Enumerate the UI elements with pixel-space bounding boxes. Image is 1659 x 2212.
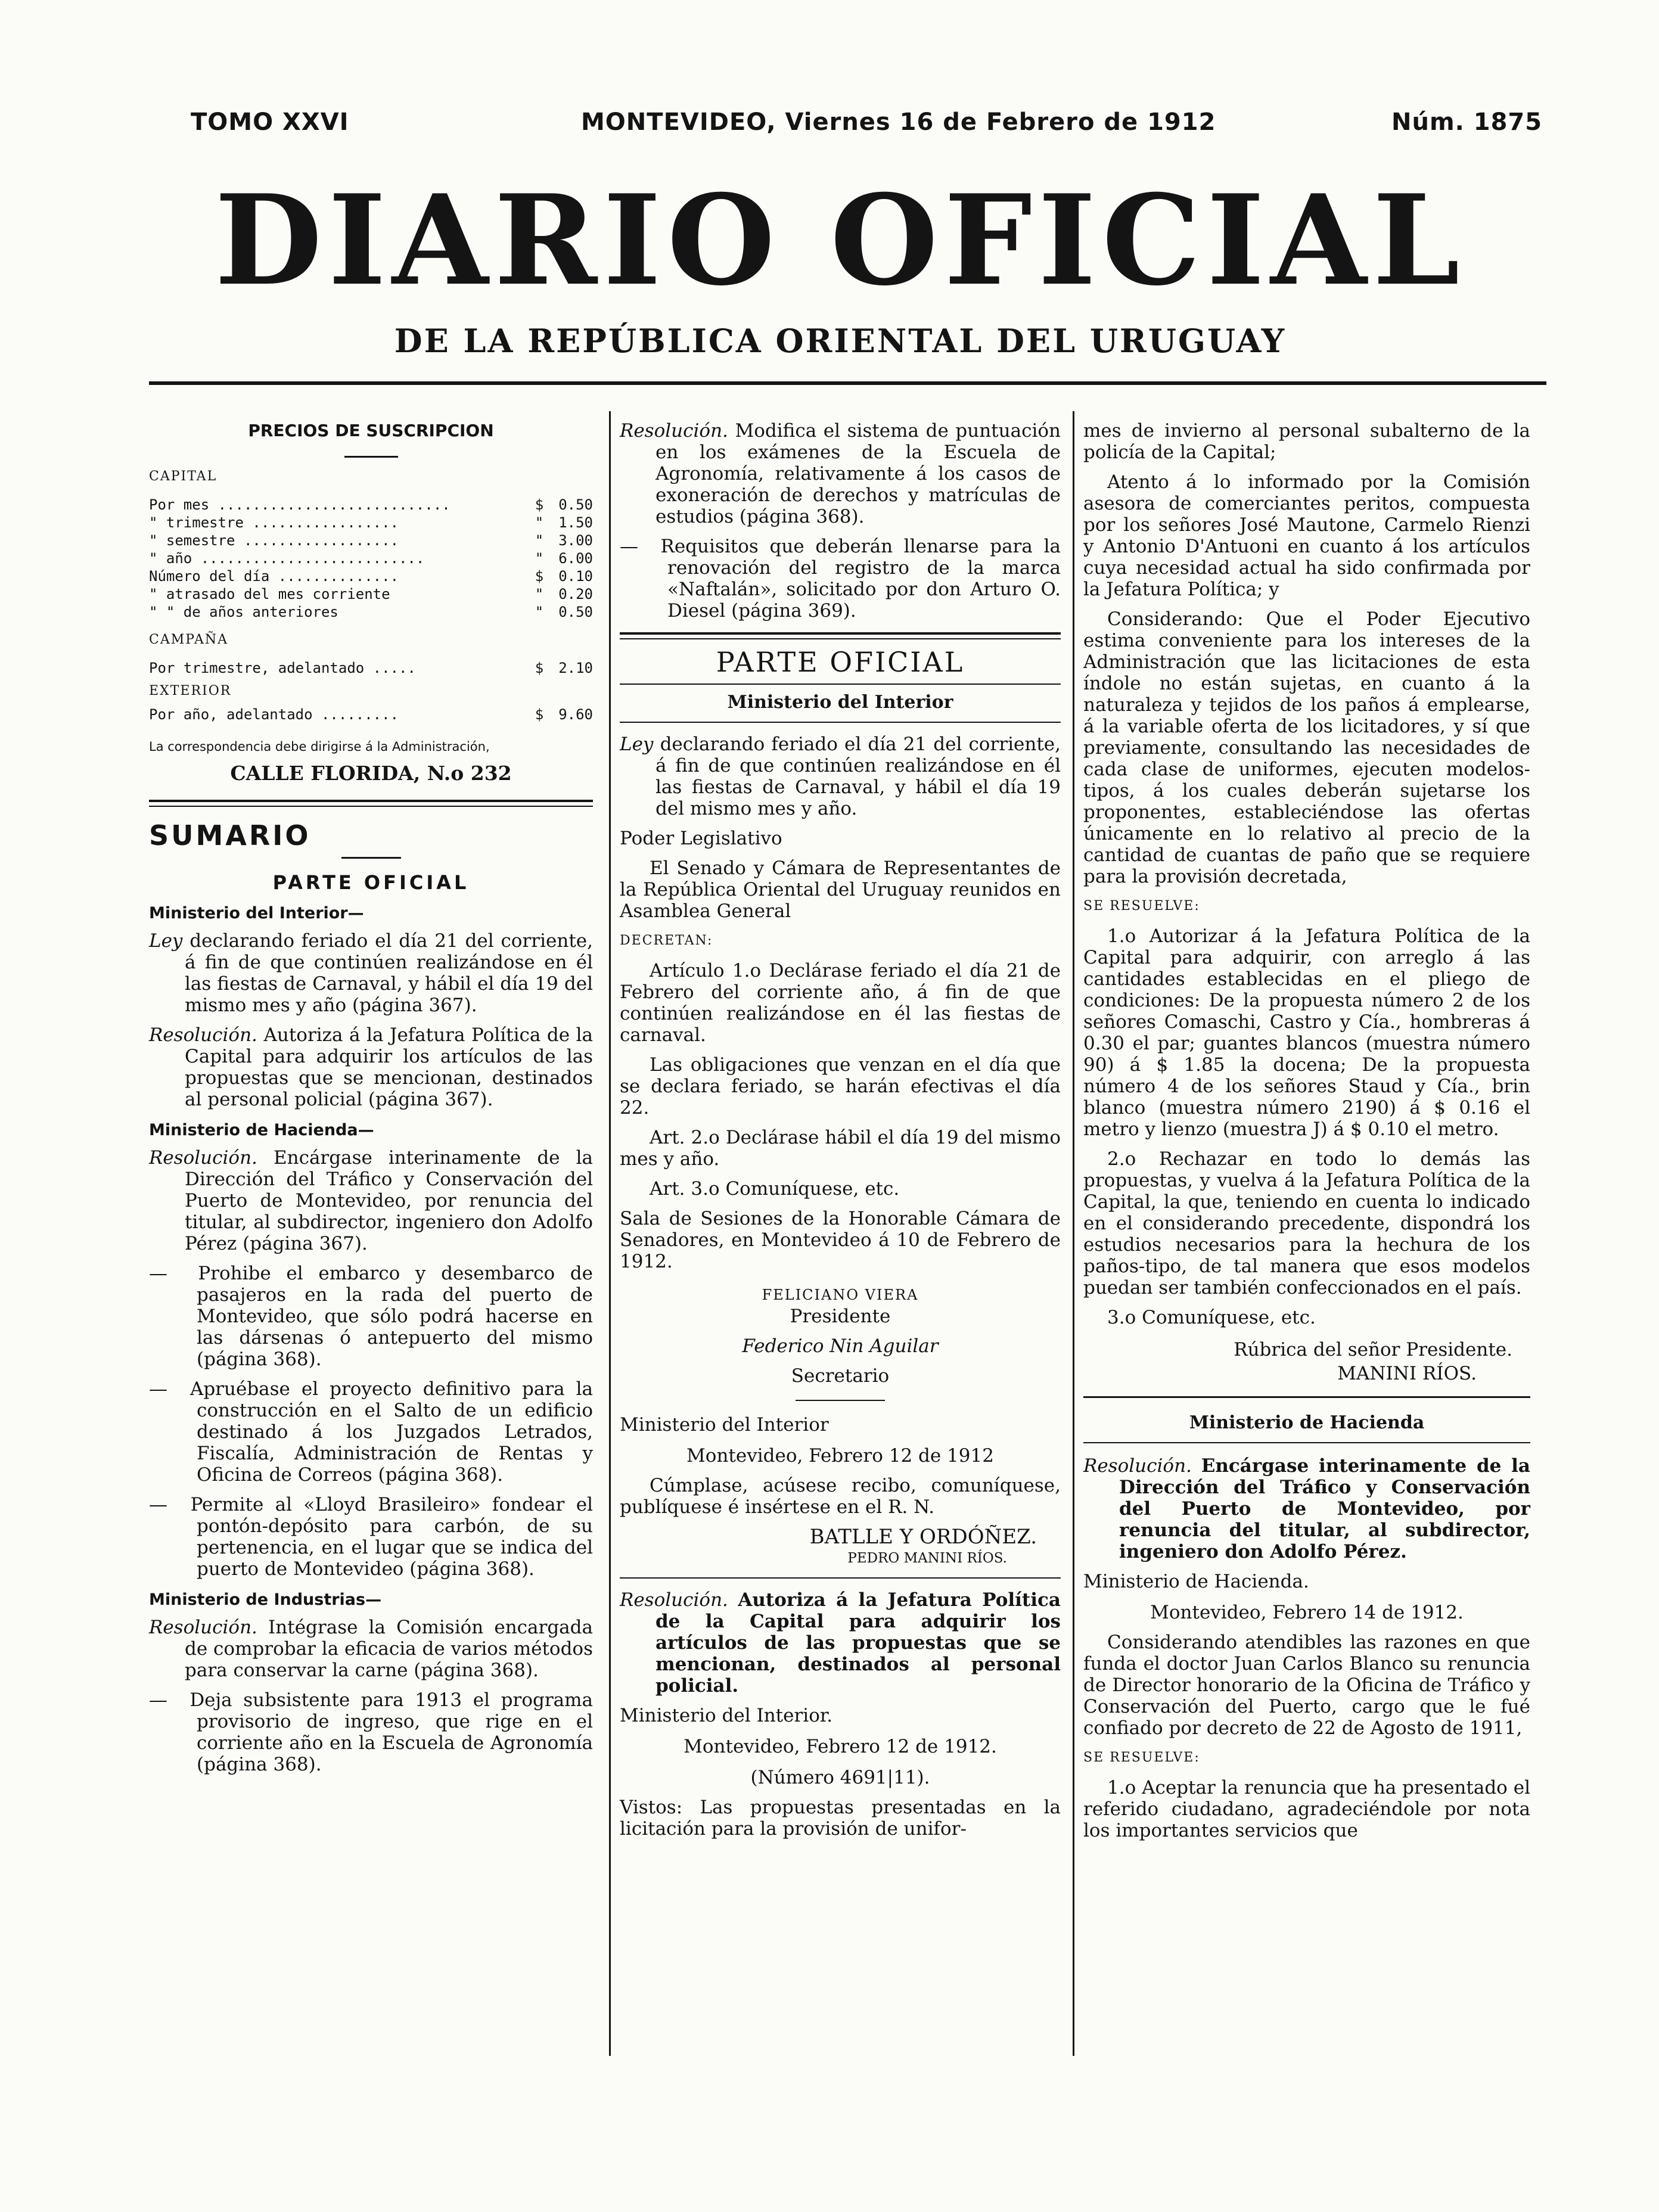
cumplase: Cúmplase, acúsese recibo, comuníquese, publíquese é insértese en el R. N. xyxy=(620,1475,1061,1518)
entry-text: Permite al «Lloyd Brasileiro» fondear el pontón-depósito para carbón, de su pertenencia, en el lugar que se indica del puerto de Montevideo (página 368). xyxy=(190,1494,594,1580)
col3-atento: Atento á lo informado por la Comisión asesora de comerciantes peritos, compuesta por los señores José Mautone, Carmelo Rienzi y Antonio D'Antuoni en cuanto á los artículos cuya necesidad actual ha sido confirmada por la Jefatura Política; y xyxy=(1083,471,1530,600)
poder-legislativo: Poder Legislativo xyxy=(620,828,782,849)
sumario-industrias-items xyxy=(149,1689,593,1775)
price-currency: $ xyxy=(535,568,544,585)
masthead-title: DIARIO OFICIAL xyxy=(215,168,1466,313)
price-amount: 1.50 xyxy=(558,514,593,531)
capital-heading: CAPITAL xyxy=(149,469,218,484)
ministerio-hacienda: Ministerio de Hacienda. xyxy=(1083,1571,1309,1592)
sumario-industrias-heading: Ministerio de Industrias— xyxy=(149,1590,382,1609)
obligaciones: Las obligaciones que venzan en el día que se declara feriado, se harán efectivas el día 22. xyxy=(620,1054,1061,1119)
price-label: Número del día .............. xyxy=(149,568,399,585)
entry-text: Encárgase interinamente de la Dirección del Tráfico y Conservación del Puerto de Montevideo, por renuncia del titular, al subdirector, ingeniero don Adolfo Pérez. xyxy=(1119,1455,1530,1562)
article-3: Art. 3.o Comuníquese, etc. xyxy=(650,1178,900,1200)
sumario-interior-resolucion xyxy=(149,1024,593,1110)
entry-text: Prohibe el embarco y desembarco de pasajeros en la rada del puerto de Montevideo, que sólo podrá hacerse en las dársenas ó antepuerto del mismo (página 368). xyxy=(197,1263,593,1370)
signature-pedro: PEDRO MANINI RÍOS. xyxy=(847,1551,1007,1566)
entry-text: declarando feriado el día 21 del corriente, á fin de que continúen realizándose en él las fiestas de Carnaval, y hábil el día 19 del mismo mes y año (página 367). xyxy=(185,930,593,1016)
price-amount: 2.10 xyxy=(558,660,593,676)
issue-number: Núm. 1875 xyxy=(1391,108,1543,136)
article-2: Art. 2.o Declárase hábil el día 19 del mismo mes y año. xyxy=(620,1127,1061,1170)
correspondence-note: La correspondencia debe dirigirse á la Administración, xyxy=(149,740,490,754)
entry-text: Apruébase el proyecto definitivo para la construcción en el Salto de un edificio destinado á los Juzgados Letrados, Fiscalía, Administración de Rentas y Oficina de Correos (página 368). xyxy=(189,1378,593,1486)
entry-lead: Resolución. xyxy=(1083,1455,1192,1477)
col3-paragraph-1: mes de invierno al personal subalterno de la policía de la Capital; xyxy=(1083,420,1530,463)
signature-batlle: BATLLE Y ORDÓÑEZ. xyxy=(809,1525,1037,1549)
divider xyxy=(620,632,1061,635)
numero-resolucion: (Número 4691|11). xyxy=(750,1767,930,1788)
column-2 xyxy=(620,420,1061,1848)
entry-text: Intégrase la Comisión encargada de comprobar la eficacia de varios métodos para conservar la carne (página 368). xyxy=(185,1617,593,1681)
address: CALLE FLORIDA, N.o 232 xyxy=(230,762,512,785)
item-naftalan xyxy=(620,536,1061,622)
entry-text: Requisitos que deberán llenarse para la renovación del registro de la marca «Naftalán», solicitado por don Arturo O. Diesel (página 369). xyxy=(660,536,1061,622)
hacienda-resolution xyxy=(1083,1455,1530,1562)
entry-text: Autoriza á la Jefatura Política de la Capital para adquirir los artículos de las propuestas que se mencionan, destinados al personal policial. xyxy=(655,1589,1061,1697)
price-label: Por año, adelantado ......... xyxy=(149,706,399,723)
entry-lead: Resolución. xyxy=(620,420,728,442)
masthead-rule xyxy=(149,381,1546,385)
aceptar-renuncia: 1.o Aceptar la renuncia que ha presentado el referido ciudadano, agradeciéndole por nota los importantes servicios que xyxy=(1083,1777,1530,1841)
divider xyxy=(620,1577,1061,1579)
dash-mark: — xyxy=(149,1378,190,1400)
column-3 xyxy=(1083,420,1530,1850)
hacienda-heading: Ministerio de Hacienda xyxy=(1189,1412,1425,1433)
senado-text: El Senado y Cámara de Representantes de la República Oriental del Uruguay reunidos en Asamblea General xyxy=(620,858,1061,922)
sala-sesiones: Sala de Sesiones de la Honorable Cámara de Senadores, en Montevideo á 10 de Febrero de 1912. xyxy=(620,1208,1061,1272)
article-1: Artículo 1.o Declárase feriado el día 21 de Febrero del corriente año, á fin de que continúen realizándose en él las fiestas de carnaval. xyxy=(620,960,1061,1046)
divider xyxy=(796,1400,885,1401)
price-row xyxy=(149,514,593,532)
sumario-hacienda-resolucion xyxy=(149,1147,593,1254)
signature-2-title: Secretario xyxy=(791,1365,890,1387)
se-resuelve-1: SE RESUELVE: xyxy=(1083,899,1200,914)
price-currency: " xyxy=(535,586,544,602)
divider xyxy=(149,806,593,807)
entry-lead: Resolución. xyxy=(149,1617,257,1638)
price-row xyxy=(149,659,593,677)
price-amount: 0.50 xyxy=(558,604,593,620)
sumario-interior-heading: Ministerio del Interior— xyxy=(149,904,364,922)
price-currency: " xyxy=(535,514,544,531)
price-amount: 3.00 xyxy=(558,532,593,549)
price-label: " semestre .................. xyxy=(149,532,399,549)
campana-heading: CAMPAÑA xyxy=(149,632,229,647)
fecha-2: Montevideo, Febrero 12 de 1912. xyxy=(684,1736,997,1757)
entry-lead: Resolución. xyxy=(149,1024,257,1046)
entry-lead: Resolución. xyxy=(620,1589,728,1611)
sumario-item xyxy=(149,1378,593,1486)
entry-lead: Ley xyxy=(620,734,654,755)
divider xyxy=(149,800,593,802)
price-row xyxy=(149,532,593,549)
campana-price-list xyxy=(149,659,593,677)
signature-1-title: Presidente xyxy=(790,1306,891,1327)
exterior-price-list xyxy=(149,706,593,723)
ministerio-interior-2: Ministerio del Interior xyxy=(620,1414,829,1436)
price-row xyxy=(149,496,593,514)
signature-2-name: Federico Nin Aguilar xyxy=(742,1335,939,1357)
entry-text: Autoriza á la Jefatura Política de la Capital para adquirir los artículos de las propuestas que se mencionan, destinados al personal policial (página 367). xyxy=(185,1024,594,1110)
col3-considerando: Considerando: Que el Poder Ejecutivo estima conveniente para los intereses de la Administración que las licitaciones de esta índole no están sujetas, en cuanto á la naturaleza y tejidos de los paños á emplearse, á la variable oferta de los licitadores, y sí que previamente, consultando las necesidades de cada clase de uniformes, ejecuten modelos-tipos, á los cuales deberán sujetarse los proponentes, estableciéndose las ofertas únicamente en lo relativo al precio de la cantidad de cuantas de paño que se requiere para la provisión decretada, xyxy=(1083,608,1530,887)
price-currency: $ xyxy=(535,706,544,723)
entry-text: Modifica el sistema de puntuación en los exámenes de la Escuela de Agronomía, relativamente á los casos de exoneración de derechos y matrículas de estudios (página 368). xyxy=(655,420,1061,527)
exterior-heading: EXTERIOR xyxy=(149,684,232,698)
price-currency: $ xyxy=(535,660,544,676)
signature-manini: MANINI RÍOS. xyxy=(1337,1363,1477,1384)
price-row xyxy=(149,603,593,621)
price-row xyxy=(149,585,593,603)
price-row xyxy=(149,706,593,723)
price-amount: 0.20 xyxy=(558,586,593,602)
capital-price-list xyxy=(149,496,593,621)
sumario-section: PARTE OFICIAL xyxy=(272,871,470,894)
resolution-point-1: 1.o Autorizar á la Jefatura Política de la Capital para adquirir, con arreglo á las cantidades establecidas en el pliego de condiciones: De la propuesta número 2 de los señores Comaschi, Castro y Cía., hombreras á 0.30 el par; guantes blancos (muestra número 90) á $ 1.85 la docena; De la propuesta número 4 de los señores Staud y Cía., brin blanco (muestra número 2190) á $ 0.16 el metro y lienzo (muestra J) á $ 0.10 el metro. xyxy=(1083,925,1530,1140)
dash-mark: — xyxy=(620,536,661,557)
price-row xyxy=(149,549,593,567)
entry-text: declarando feriado el día 21 del corriente, á fin de que continúen realizándose en él las fiestas de Carnaval, y hábil el día 19 del mismo mes y año. xyxy=(655,734,1061,819)
sumario-heading: SUMARIO xyxy=(149,819,311,852)
entry-text: Encárgase interinamente de la Dirección del Tráfico y Conservación del Puerto de Montevideo, por renuncia del titular, al subdirector, ingeniero don Adolfo Pérez (página 367). xyxy=(185,1147,593,1254)
dash-mark: — xyxy=(149,1689,190,1711)
sumario-item xyxy=(149,1263,593,1370)
dateline: MONTEVIDEO, Viernes 16 de Febrero de 1912 xyxy=(581,108,1216,136)
price-amount: 0.50 xyxy=(558,496,593,513)
price-currency: $ xyxy=(535,496,544,513)
price-amount: 6.00 xyxy=(558,550,593,567)
sumario-interior-ley xyxy=(149,930,593,1016)
price-currency: " xyxy=(535,604,544,620)
se-resuelve-2: SE RESUELVE: xyxy=(1083,1750,1200,1765)
signature-1-name: FELICIANO VIERA xyxy=(762,1287,919,1303)
vistos: Vistos: Las propuestas presentadas en la licitación para la provisión de unifor- xyxy=(620,1797,1061,1840)
resolution-2 xyxy=(620,1589,1061,1697)
price-currency: " xyxy=(535,550,544,567)
sumario-hacienda-heading: Ministerio de Hacienda— xyxy=(149,1121,374,1139)
resolution-point-2: 2.o Rechazar en todo lo demás las propuestas, y vuelva á la Jefatura Política de la Capital, la que, teniendo en cuenta lo indicado en el considerando precedente, dispondrá los estudios necesarios para la hechura de los paños-tipo, de tal manera que esos modelos puedan ser también confeccionados en el país. xyxy=(1083,1148,1530,1298)
dash-mark: — xyxy=(149,1263,198,1284)
fecha-1: Montevideo, Febrero 12 de 1912 xyxy=(686,1445,994,1467)
ministerio-interior-heading: Ministerio del Interior xyxy=(727,692,953,713)
divider xyxy=(1083,1396,1530,1398)
divider xyxy=(341,857,401,859)
price-label: Por mes ........................... xyxy=(149,496,451,513)
divider xyxy=(344,456,398,458)
sumario-industrias-resolucion xyxy=(149,1617,593,1681)
fecha-hacienda: Montevideo, Febrero 14 de 1912. xyxy=(1150,1602,1464,1623)
parte-oficial-heading: PARTE OFICIAL xyxy=(716,646,965,678)
ministerio-interior-3: Ministerio del Interior. xyxy=(620,1705,833,1726)
price-label: Por trimestre, adelantado ..... xyxy=(149,660,416,676)
divider xyxy=(620,638,1061,639)
price-label: " año .......................... xyxy=(149,550,425,567)
price-label: " atrasado del mes corriente xyxy=(149,586,390,602)
price-amount: 0.10 xyxy=(558,568,593,585)
divider xyxy=(1083,1442,1530,1443)
sumario-item xyxy=(149,1689,593,1775)
volume-number: TOMO XXVI xyxy=(191,108,349,136)
price-amount: 9.60 xyxy=(558,706,593,723)
entry-lead: Resolución. xyxy=(149,1147,257,1169)
ley-title xyxy=(620,734,1061,819)
sumario-hacienda-items xyxy=(149,1263,593,1580)
price-label: " trimestre ................. xyxy=(149,514,399,531)
entry-text: Deja subsistente para 1913 el programa provisorio de ingreso, que rige en el corriente año en la Escuela de Agronomía (página 368). xyxy=(189,1689,594,1775)
price-label: " " de años anteriores xyxy=(149,604,338,620)
dash-mark: — xyxy=(149,1494,191,1515)
prices-heading: PRECIOS DE SUSCRIPCION xyxy=(248,421,494,440)
masthead-subtitle: DE LA REPÚBLICA ORIENTAL DEL URUGUAY xyxy=(394,322,1287,360)
sumario-item xyxy=(149,1494,593,1580)
column-1 xyxy=(149,420,593,1784)
resolution-1 xyxy=(620,420,1061,527)
column-rule-2 xyxy=(1073,411,1074,2056)
resolution-point-3: 3.o Comuníquese, etc. xyxy=(1107,1307,1316,1328)
price-row xyxy=(149,567,593,585)
considerando-blanco: Considerando atendibles las razones en que funda el doctor Juan Carlos Blanco su renuncia de Director honorario de la Oficina de Tráfico y Conservación del Puerto, cargo que le fué confiado por decreto de 22 de Agosto de 1911, xyxy=(1083,1632,1530,1739)
rubrica: Rúbrica del señor Presidente. xyxy=(1234,1339,1512,1360)
divider xyxy=(620,684,1061,685)
decretan: DECRETAN: xyxy=(620,933,713,948)
column-rule-1 xyxy=(609,411,611,2056)
price-currency: " xyxy=(535,532,544,549)
divider xyxy=(620,722,1061,723)
entry-lead: Ley xyxy=(149,930,183,952)
